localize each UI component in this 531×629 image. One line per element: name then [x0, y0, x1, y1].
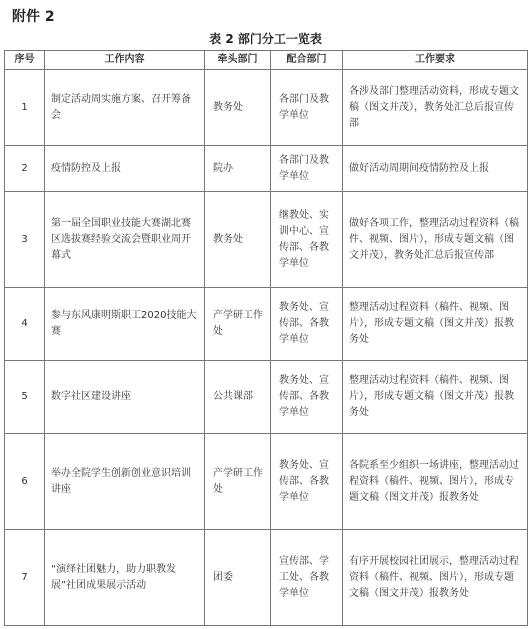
- cell-content: 制定活动周实施方案、召开筹备会: [45, 70, 205, 146]
- cell-content: 参与东风康明斯职工2020技能大赛: [45, 288, 205, 361]
- cell-lead: 教务处: [205, 192, 271, 288]
- cell-coop: 宣传部、学工处、各教学单位: [271, 530, 343, 626]
- cell-coop: 教务处、宣传部、各教学单位: [271, 361, 343, 434]
- cell-lead: 团委: [205, 530, 271, 626]
- cell-no: 3: [5, 192, 45, 288]
- cell-no: 5: [5, 361, 45, 434]
- table-row: [5, 288, 528, 361]
- header-content: 工作内容: [45, 51, 205, 70]
- header-coop: 配合部门: [271, 51, 343, 70]
- cell-no: 7: [5, 530, 45, 626]
- table-row: [5, 146, 528, 192]
- cell-content: 疫情防控及上报: [45, 146, 205, 192]
- cell-no: 6: [5, 434, 45, 530]
- table-row: [5, 361, 528, 434]
- table-row: [5, 192, 528, 288]
- cell-req: 整理活动过程资料（稿件、视频、图片），形成专题文稿（图文并茂）报教务处: [343, 288, 528, 361]
- cell-coop: 继教处、实训中心、宣传部、各教学单位: [271, 192, 343, 288]
- cell-content: 第一届全国职业技能大赛湖北赛区选拔赛经验交流会暨职业周开幕式: [45, 192, 205, 288]
- header-lead: 牵头部门: [205, 51, 271, 70]
- attachment-label: 附件 2: [12, 9, 55, 25]
- cell-content: 举办全院学生创新创业意识培训讲座: [45, 434, 205, 530]
- cell-coop: 各部门及教学单位: [271, 70, 343, 146]
- cell-lead: 产学研工作处: [205, 288, 271, 361]
- cell-content: 数字社区建设讲座: [45, 361, 205, 434]
- cell-coop: 教务处、宣传部、各教学单位: [271, 434, 343, 530]
- header-no: 序号: [5, 51, 45, 70]
- cell-lead: 公共课部: [205, 361, 271, 434]
- cell-req: 整理活动过程资料（稿件、视频、图片），形成专题文稿（图文并茂）报教务处: [343, 361, 528, 434]
- cell-req: 有序开展校园社团展示，整理活动过程资料（稿件、视频、图片），形成专题文稿（图文并茂）报教务处: [343, 530, 528, 626]
- cell-no: 2: [5, 146, 45, 192]
- table-header-row: [5, 51, 528, 70]
- cell-content: “演绎社团魅力，助力职教发展”社团成果展示活动: [45, 530, 205, 626]
- cell-req: 做好各项工作，整理活动过程资料（稿件、视频、图片），形成专题文稿（图文并茂），教务处汇总后报宣传部: [343, 192, 528, 288]
- table-title: 表 2 部门分工一览表: [209, 32, 322, 46]
- cell-lead: 教务处: [205, 70, 271, 146]
- cell-coop: 教务处、宣传部、各教学单位: [271, 288, 343, 361]
- cell-lead: 产学研工作处: [205, 434, 271, 530]
- cell-no: 1: [5, 70, 45, 146]
- cell-no: 4: [5, 288, 45, 361]
- cell-coop: 各部门及教学单位: [271, 146, 343, 192]
- table-row: [5, 70, 528, 146]
- cell-lead: 院办: [205, 146, 271, 192]
- table-row: [5, 434, 528, 530]
- cell-req: 各涉及部门整理活动资料，形成专题文稿（图文并茂），教务处汇总后报宣传部: [343, 70, 528, 146]
- cell-req: 做好活动周期间疫情防控及上报: [343, 146, 528, 192]
- table-row: [5, 530, 528, 626]
- header-req: 工作要求: [343, 51, 528, 70]
- cell-req: 各院系至少组织一场讲座，整理活动过程资料（稿件、视频、图片），形成专题文稿（图文并茂）报教务处: [343, 434, 528, 530]
- division-table: [4, 50, 528, 626]
